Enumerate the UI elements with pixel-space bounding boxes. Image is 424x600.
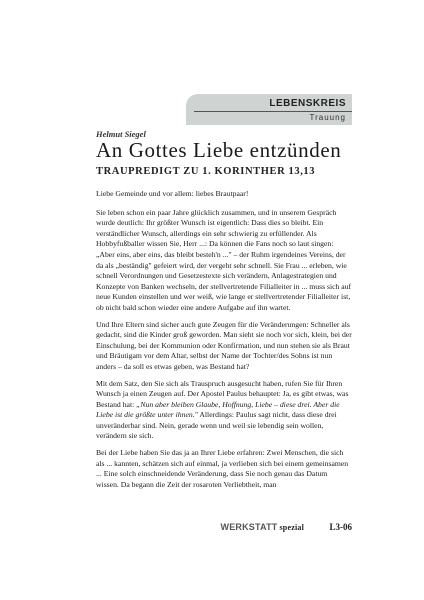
section-header-tab	[186, 94, 352, 125]
page-subtitle: TRAUPREDIGT ZU 1. KORINTHER 13,13	[96, 166, 316, 177]
section-category: LEBENSKREIS	[269, 98, 346, 109]
author-name: Helmut Siegel	[96, 129, 146, 139]
publication-brand	[221, 522, 304, 532]
bible-quote: „Nun aber bleiben Glaube, Hoffnung, Liebe – diese drei. Aber die Liebe ist die größte unter ihnen."	[96, 399, 340, 420]
page-title: An Gottes Liebe entzünden	[96, 138, 342, 162]
body-paragraph-3	[96, 379, 352, 443]
body-paragraph-2: Und Ihre Eltern sind sicher auch gute Zeugen für die Veränderungen: Schneller als gedacht, sind die Kinder groß geworden. Man sieht sie noch vor sich, klein, bei der Einschulung, bei der Kommunion oder Konfirmation, und nun stehen sie als Braut und Bräutigam vor dem Altar, selbst der Name der Tochter/des Sohns ist nun anders – da soll es etwas geben, was Bestand hat?	[96, 319, 352, 371]
paragraph-3-intro: Mit dem Satz, den Sie sich als Trauspruch ausgesucht haben, rufen Sie für Ihren Wunsch ja einen Zeugen auf. Der Apostel Paulus behauptet: Ja, es gibt etwas, was Bestand hat:	[96, 378, 349, 409]
sermon-body	[96, 189, 352, 496]
brand-suffix: spezial	[279, 523, 304, 532]
paragraph-3-continuation: Allerdings: Paulus sagt nicht, dass diese drei unveränderbar sind. Nein, gerade wenn und weil sie lebendig sein wollen, verändern sie sich.	[96, 410, 337, 441]
header-divider	[194, 111, 352, 112]
page-footer	[96, 520, 352, 536]
body-paragraph-1: Sie leben schon ein paar Jahre glücklich zusammen, und in unserem Gespräch wurde deutlich: Ihr größter Wunsch ist eigentlich: Dass dies so bleibt. Ein verständlicher Wunsch, allerdings ein sehr schwierig zu erfüllender. Als Hobbyfußballer wissen Sie, Herr ...: Da können die Fans noch so laut singen: „Aber eins, aber eins, das bleibt besteh'n ..." – der Ruhm irgendeines Vereins, der da als „beständig" gefeiert wird, der vergeht sehr schnell. Sie Frau ... erleben, wie schnell Verordnungen und Gesetzestexte sich verändern, Anlagestrategien und Konzepte von Banken wechseln, der stellvertretende Filialleiter in ... muss sich auf neue Kunden einstellen und wer weiß, wie lange er stellvertretender Filialleiter ist, ob nicht bald schon wieder eine andere Aufgabe auf ihn wartet.	[96, 207, 352, 312]
greeting-paragraph: Liebe Gemeinde und vor allem: liebes Brautpaar!	[96, 189, 249, 198]
brand-name: WERKSTATT	[220, 522, 278, 532]
section-subcategory: Trauung	[309, 113, 346, 122]
body-paragraph-4: Bei der Liebe haben Sie das ja an Ihrer Liebe erfahren: Zwei Menschen, die sich als ... kannten, schätzen sich auf einmal, ja verlieben sich bei einem gemeinsamen ... Eine solch einschneidende Veränderung, dass Sie noch genau das Datum wissen. Da begann die Zeit der rosaroten Verliebtheit, man	[96, 448, 349, 489]
page-code: L3-06	[329, 522, 352, 532]
